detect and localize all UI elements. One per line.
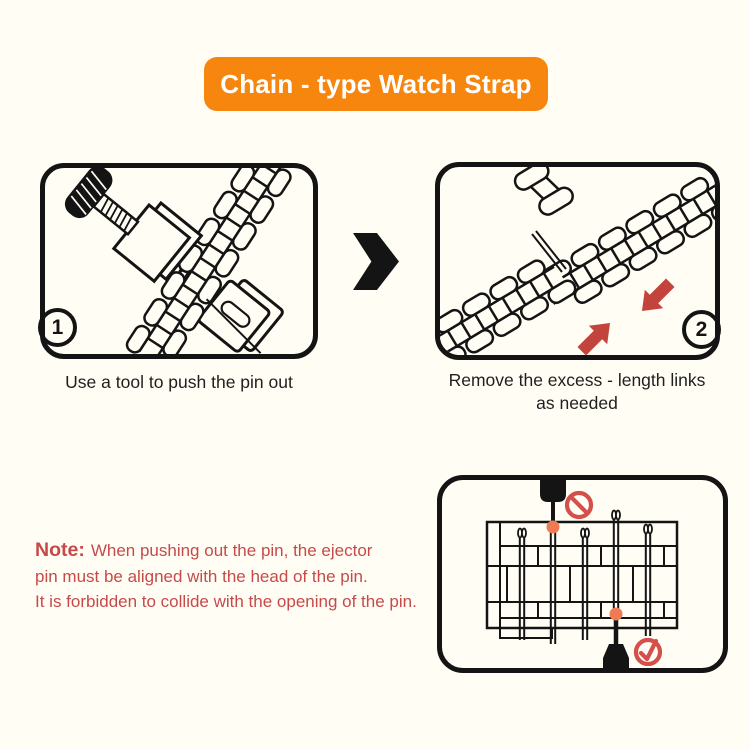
prohibition-icon bbox=[567, 493, 591, 517]
step1-caption: Use a tool to push the pin out bbox=[65, 372, 293, 392]
note-text-1: When pushing out the pin, the ejector bbox=[90, 541, 373, 560]
note bbox=[35, 538, 475, 615]
ejector-tool-bottom bbox=[614, 619, 619, 646]
contact-dot-top bbox=[547, 521, 560, 534]
step1-illustration bbox=[45, 168, 313, 354]
chevron-right-icon bbox=[353, 233, 399, 290]
page-title: Chain - type Watch Strap bbox=[220, 68, 532, 99]
title-banner bbox=[204, 57, 548, 111]
step2-panel bbox=[435, 162, 720, 360]
step1-number-badge bbox=[38, 308, 77, 347]
detail-illustration bbox=[442, 480, 723, 668]
ejector-tool-bottom-base bbox=[603, 644, 629, 668]
step2-number-badge bbox=[682, 310, 721, 349]
red-arrow-icon bbox=[633, 274, 680, 321]
removed-link bbox=[512, 167, 576, 222]
step2-illustration bbox=[440, 167, 715, 355]
red-arrow-icon bbox=[573, 314, 620, 355]
step2-caption-line2: as needed bbox=[536, 393, 618, 413]
check-icon bbox=[636, 640, 660, 664]
detail-panel bbox=[437, 475, 728, 673]
step1-panel bbox=[40, 163, 318, 359]
step2-caption bbox=[427, 369, 727, 415]
note-label: Note: bbox=[35, 539, 85, 561]
note-line: It is forbidden to collide with the opening of the pin. bbox=[35, 592, 417, 611]
step2-caption-line1: Remove the excess - length links bbox=[448, 370, 706, 390]
ejector-tool-top bbox=[540, 480, 566, 523]
contact-dot-bottom bbox=[610, 608, 623, 621]
note-line: pin must be aligned with the head of the pin. bbox=[35, 566, 368, 586]
step2-number: 2 bbox=[695, 317, 708, 341]
note-line bbox=[35, 538, 475, 564]
step1-number: 1 bbox=[51, 315, 64, 339]
link-pins bbox=[518, 511, 652, 645]
